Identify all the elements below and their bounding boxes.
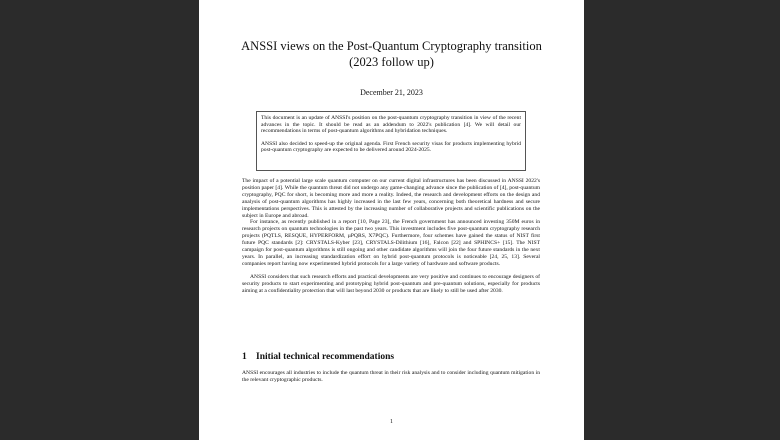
document-date: December 21, 2023	[360, 88, 423, 97]
section-paragraph: ANSSI encourages all industries to include the quantum threat in their risk analysis and to consider including quantum mitigation in the relevant cryptographic products.	[242, 370, 540, 383]
page-number: 1	[390, 419, 393, 425]
body-text	[242, 178, 540, 295]
title-line-2: (2023 follow up)	[349, 55, 434, 69]
body-paragraph-2: For instance, as recently published in a report [10, Page 23], the French government has announced investing 350M euros in research projects on quantum technologies in the past two years. This investment includes five post-quantum cryptography research projects (PQTLS, RESQUE, HYPERFORM, µPQRS, X7PQC). Furthermore, four schemes have gained the status of NIST first future PQC standards [2]: CRYSTALS-Kyber [23], CRYSTALS-Dilithium [16], Falcon [22] and SPHINCS+ [15]. The NIST campaign for post-quantum algorithms is still ongoing and other candidate algorithms will join the four future standards in the next years. In parallel, an increasing standardization effort on hybrid post-quantum protocols is noticeable [24, 25, 13]. Several companies report having now experimented hybrid protocols for a large variety of hardware and software products.	[242, 219, 540, 267]
section-heading	[242, 352, 540, 362]
title-line-1: ANSSI views on the Post-Quantum Cryptography transition	[241, 39, 542, 53]
body-paragraph-1: The impact of a potential large scale quantum computer on our current digital infrastructures has been discussed in ANSSI 2022's position paper [4]. While the quantum threat did not undergo any game-changing advance since the publication of [4], post-quantum cryptography, PQC for short, is becoming more and more a reality. Indeed, the research and development efforts on the design and analysis of post-quantum algorithms has highly increased in the last few years, concerning both theoretical hardness and secure implementations perspectives. This is attested by the increasing number of collaborative projects and scientific publications on the subject in Europe and abroad.	[242, 178, 540, 219]
abstract-paragraph-2: ANSSI also decided to speed-up the original agenda. First French security visas for products implementing hybrid post-quantum cryptography are expected to be delivered around 2024-2025.	[261, 140, 521, 154]
section-title: Initial technical recommendations	[256, 352, 395, 362]
section-number: 1	[242, 352, 247, 362]
abstract-box	[256, 111, 526, 171]
body-paragraph-3: ANSSI considers that such research efforts and practical developments are very positive and continues to encourage designers of security products to start experimenting and prototyping hybrid post-quantum and pre-quantum solutions, especially for products aiming at a confidentiality protection that will last beyond 2030 or products that are likely to still be used after 2030.	[242, 273, 540, 294]
abstract-paragraph-1: This document is an update of ANSSI's position on the post-quantum cryptography transition in view of the recent advances in the topic. It should be read as an addendum to 2022's publication [4]. We will detail our recommendations in terms of post-quantum algorithms and hybridation techniques.	[261, 115, 521, 135]
document-title	[199, 38, 584, 70]
pdf-page	[199, 0, 584, 440]
